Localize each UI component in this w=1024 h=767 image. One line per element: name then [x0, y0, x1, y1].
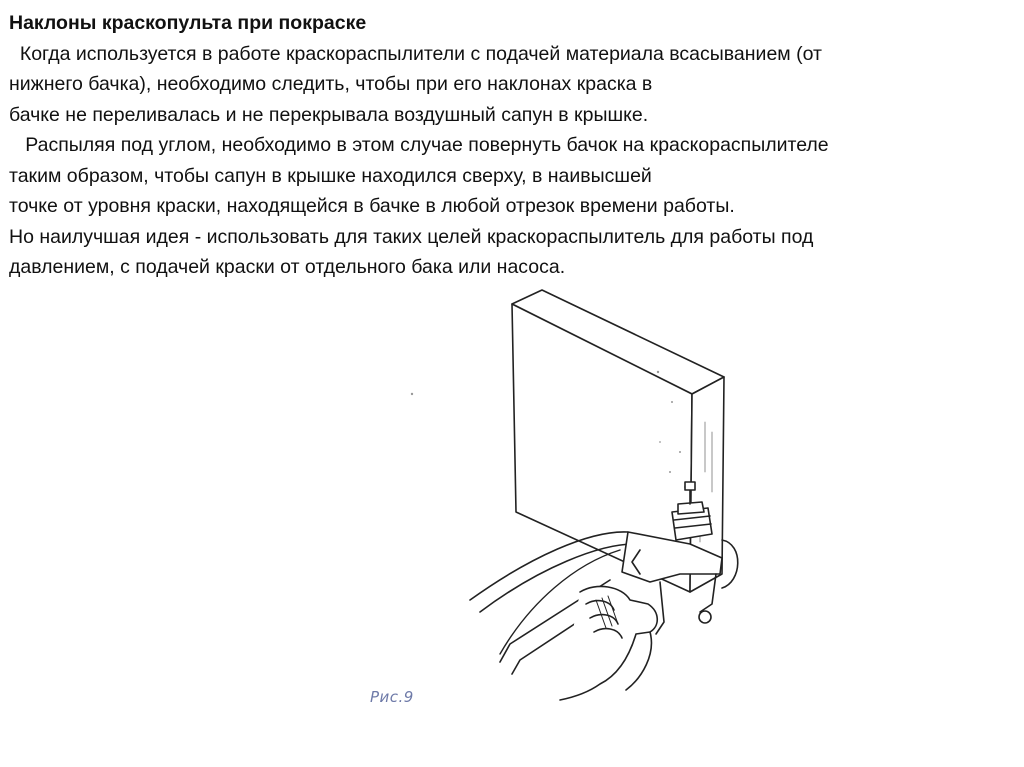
paragraph-line: Распыляя под углом, необходимо в этом случае повернуть бачок на краскораспылителе	[9, 134, 829, 156]
document-text	[9, 8, 1014, 283]
paragraph-line: давлением, с подачей краски от отдельного бака или насоса.	[9, 256, 566, 278]
paragraph-line: бачке не переливалась и не перекрывала воздушный сапун в крышке.	[9, 103, 649, 126]
spray-gun-drawing	[360, 282, 780, 712]
paragraph-line: Но наилучшая идея - использовать для таких целей краскораспылитель для работы под	[9, 225, 814, 248]
spray-gun-illustration	[360, 282, 780, 712]
paragraph-line: точке от уровня краски, находящейся в бачке в любой отрезок времени работы.	[9, 195, 735, 217]
paragraph-line: таким образом, чтобы сапун в крышке находился сверху, в наивысшей	[9, 164, 652, 187]
paragraph-line: Когда используется в работе краскораспылители с подачей материала всасыванием (от	[9, 42, 822, 65]
paragraph-line: нижнего бачка), необходимо следить, чтобы при его наклонах краска в	[9, 73, 653, 95]
figure-caption: Рис.9	[370, 688, 414, 706]
document-title: Наклоны краскопульта при покраске	[9, 12, 367, 34]
